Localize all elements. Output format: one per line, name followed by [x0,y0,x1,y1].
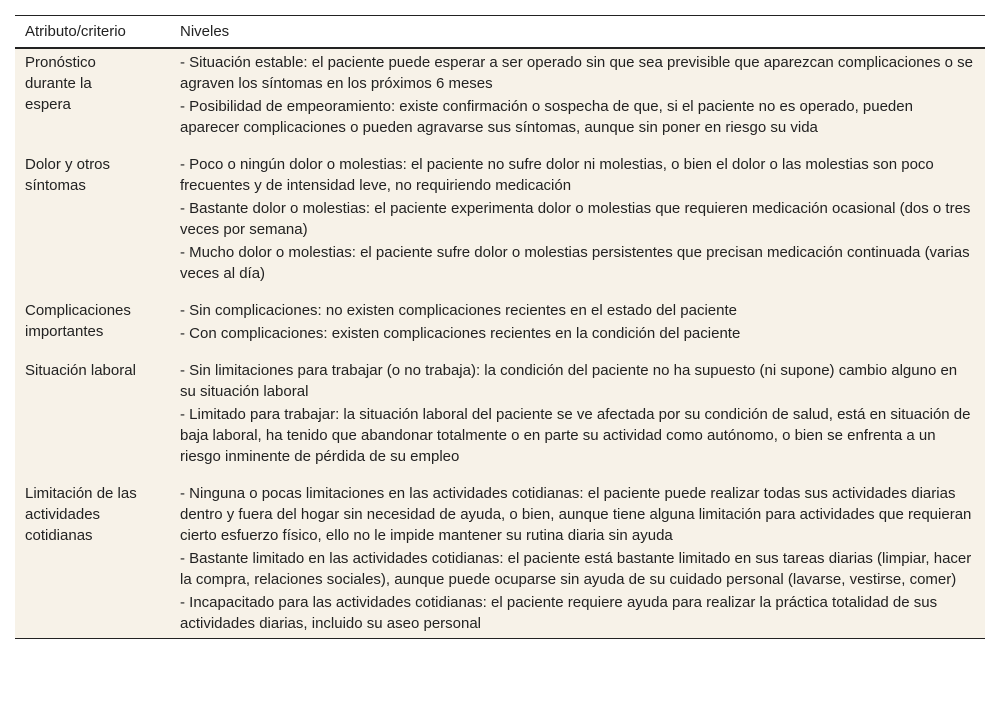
level-item: - Mucho dolor o molestias: el paciente sufre dolor o molestias persistentes que precisan medicación continuada (varias veces al día) [180,244,970,282]
table-row [15,479,985,639]
attribute-cell [15,48,170,150]
attribute-label: Dolor y otros síntomas [25,156,111,194]
levels-cell [170,356,985,479]
levels-cell [170,296,985,356]
level-item: - Incapacitado para las actividades cotidianas: el paciente requiere ayuda para realizar la práctica totalidad de sus actividades diarias, incluido su aseo personal [180,594,938,632]
level-item: - Poco o ningún dolor o molestias: el paciente no sufre dolor ni molestias, o bien el dolor o las molestias son poco frecuentes y de intensidad leve, no requiriendo medicación [180,156,934,194]
table-row [15,150,985,296]
criteria-table-container [15,15,985,639]
levels-cell [170,48,985,150]
header-row [15,16,985,49]
attribute-cell [15,479,170,639]
level-item: - Bastante limitado en las actividades cotidianas: el paciente está bastante limitado en sus tareas diarias (limpiar, hacer la compra, relaciones sociales), aunque puede ocuparse sin ayuda de su cuidado personal (lavarse, vestirse, comer) [180,550,972,588]
attribute-label: Pronóstico durante la espera [25,54,96,113]
levels-cell [170,479,985,639]
attribute-label: Limitación de las actividades cotidianas [25,485,137,544]
attribute-cell [15,150,170,296]
level-item: - Con complicaciones: existen complicaciones recientes en la condición del paciente [180,325,741,342]
level-item: - Bastante dolor o molestias: el paciente experimenta dolor o molestias que requieren medicación ocasional (dos o tres veces por semana) [180,200,971,238]
level-item: - Ninguna o pocas limitaciones en las actividades cotidianas: el paciente puede realizar todas sus actividades diarias dentro y fuera del hogar sin necesidad de ayuda, o bien, aunque tiene alguna limitación para actividades que requieran cierto esfuerzo físico, ello no le impide mantener su rutina diaria sin ayuda [180,485,972,544]
table-row [15,48,985,150]
header-levels: Niveles [170,16,985,49]
table-row [15,296,985,356]
level-item: - Posibilidad de empeoramiento: existe confirmación o sospecha de que, si el paciente no es operado, pueden aparecer complicaciones o pueden agravarse sus síntomas, aunque sin poner en riesgo su vida [180,98,913,136]
level-item: - Sin limitaciones para trabajar (o no trabaja): la condición del paciente no ha supuesto (ni supone) cambio alguno en su situación laboral [180,362,958,400]
header-attribute: Atributo/criterio [15,16,170,49]
attribute-label: Situación laboral [25,362,136,379]
attribute-cell [15,356,170,479]
attribute-cell [15,296,170,356]
attribute-label: Complicaciones importantes [25,302,131,340]
levels-cell [170,150,985,296]
level-item: - Sin complicaciones: no existen complicaciones recientes en el estado del paciente [180,302,737,319]
level-item: - Situación estable: el paciente puede esperar a ser operado sin que sea previsible que aparezcan complicaciones o se agraven los síntomas en los próximos 6 meses [180,54,973,92]
table-header [15,16,985,49]
table-row [15,356,985,479]
level-item: - Limitado para trabajar: la situación laboral del paciente se ve afectada por su condición de salud, está en situación de baja laboral, ha tenido que abandonar totalmente o en parte su actividad como autónomo, o bien se enfrenta a un riesgo inminente de pérdida de su empleo [180,406,971,465]
table-body [15,48,985,639]
criteria-table [15,15,985,639]
